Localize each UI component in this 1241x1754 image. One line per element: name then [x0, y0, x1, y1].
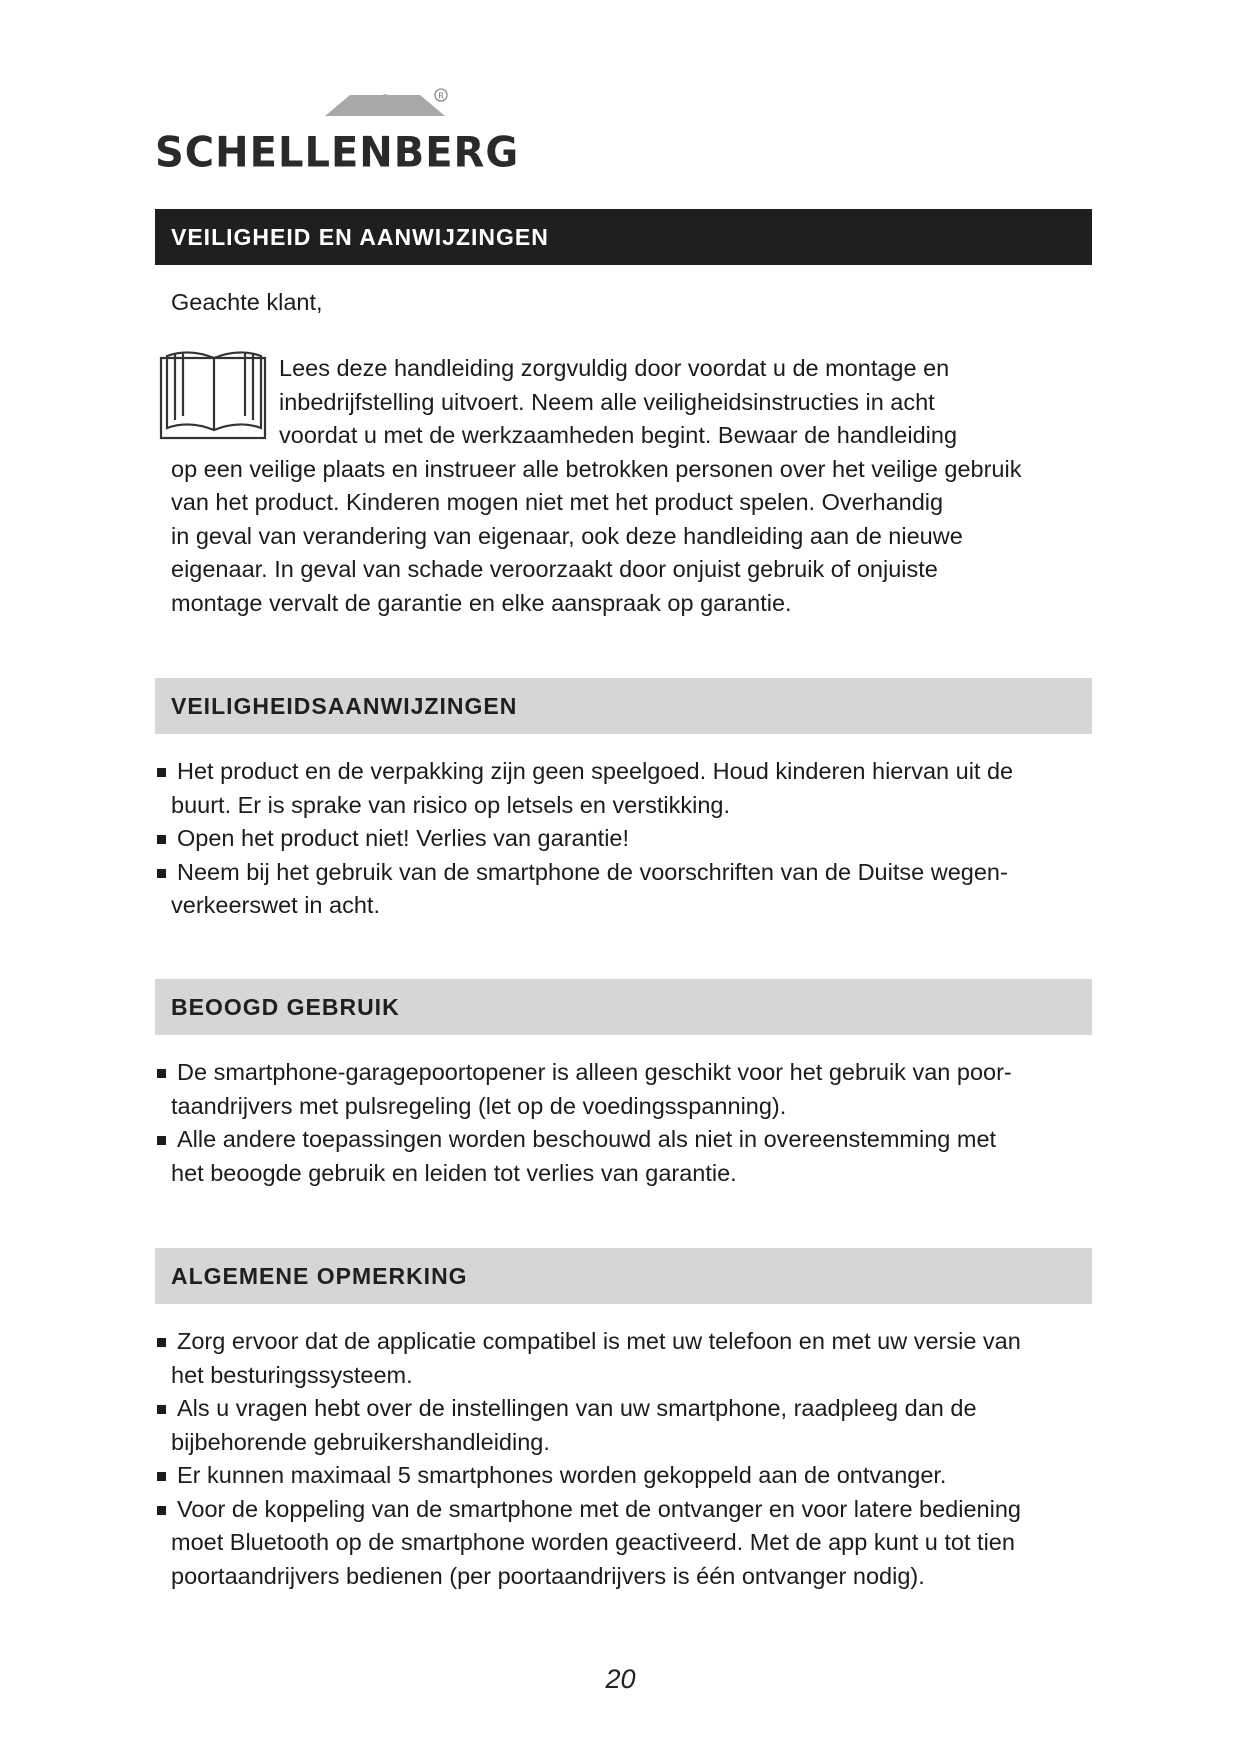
- bullet-square-icon: [157, 1405, 166, 1414]
- bullet-square-icon: [157, 1338, 166, 1347]
- intended-use-list: [155, 1056, 1105, 1190]
- bullet-square-icon: [157, 835, 166, 844]
- section-title-intended-use: BEOOGD GEBRUIK: [155, 979, 1092, 1035]
- book-icon: [159, 346, 269, 442]
- intro-line: montage vervalt de garantie en elke aanspraak op garantie.: [171, 589, 792, 616]
- intro-line: Lees deze handleiding zorgvuldig door voordat u de montage en: [279, 355, 950, 381]
- safety-instructions-list: [155, 755, 1105, 923]
- intro-line: inbedrijfstelling uitvoert. Neem alle veiligheidsinstructies in acht: [279, 388, 935, 415]
- list-item: Alle andere toepassingen worden beschouwd als niet in overeenstemming met het beoogde gebruik en leiden tot verlies van garantie.: [155, 1123, 1105, 1190]
- list-item: Open het product niet! Verlies van garantie!: [155, 822, 1105, 856]
- list-item: Voor de koppeling van de smartphone met de ontvanger en voor latere bediening moet Bluetooth op de smartphone worden geactiveerd. Met de app kunt u tot tien poortaandrijvers bedienen (per poortaandrijvers is één ontvanger nodig).: [155, 1493, 1105, 1594]
- intro-line: op een veilige plaats en instrueer alle betrokken personen over het veilige gebruik: [171, 455, 1022, 482]
- section-title-safety-instructions: VEILIGHEIDSAANWIJZINGEN: [155, 678, 1092, 734]
- bullet-square-icon: [157, 1506, 166, 1515]
- section-title-general-note: ALGEMENE OPMERKING: [155, 1248, 1092, 1304]
- list-item: Neem bij het gebruik van de smartphone de voorschriften van de Duitse wegen- verkeerswet in acht.: [155, 856, 1105, 923]
- intro-line: van het product. Kinderen mogen niet met het product spelen. Overhandig: [171, 489, 944, 515]
- greeting: Geachte klant,: [171, 289, 323, 315]
- page-number: 20: [605, 1664, 636, 1694]
- brand-logo: [155, 86, 520, 178]
- bullet-square-icon: [157, 1069, 166, 1078]
- section-title-safety: VEILIGHEID EN AANWIJZINGEN: [155, 209, 1092, 265]
- bullet-square-icon: [157, 869, 166, 878]
- svg-text:R: R: [438, 91, 444, 101]
- bullet-square-icon: [157, 1136, 166, 1145]
- bullet-square-icon: [157, 1472, 166, 1481]
- bullet-square-icon: [157, 768, 166, 777]
- intro-line: voordat u met de werkzaamheden begint. Bewaar de handleiding: [279, 422, 958, 448]
- general-note-list: [155, 1325, 1105, 1593]
- list-item: Als u vragen hebt over de instellingen van uw smartphone, raadpleeg dan de bijbehorende gebruikershandleiding.: [155, 1392, 1105, 1459]
- list-item: Er kunnen maximaal 5 smartphones worden gekoppeld aan de ontvanger.: [155, 1459, 1105, 1493]
- intro-line: in geval van verandering van eigenaar, ook deze handleiding aan de nieuwe: [171, 522, 963, 549]
- list-item: Zorg ervoor dat de applicatie compatibel is met uw telefoon en met uw versie van het besturingssysteem.: [155, 1325, 1105, 1392]
- list-item: Het product en de verpakking zijn geen speelgoed. Houd kinderen hiervan uit de buurt. Er is sprake van risico op letsels en verstikking.: [155, 755, 1105, 822]
- brand-name: SCHELLENBERG: [155, 128, 520, 178]
- list-item: De smartphone-garagepoortopener is alleen geschikt voor het gebruik van poor- taandrijvers met pulsregeling (let op de voedingsspanning).: [155, 1056, 1105, 1123]
- intro-line: eigenaar. In geval van schade veroorzaakt door onjuist gebruik of onjuiste: [171, 556, 938, 582]
